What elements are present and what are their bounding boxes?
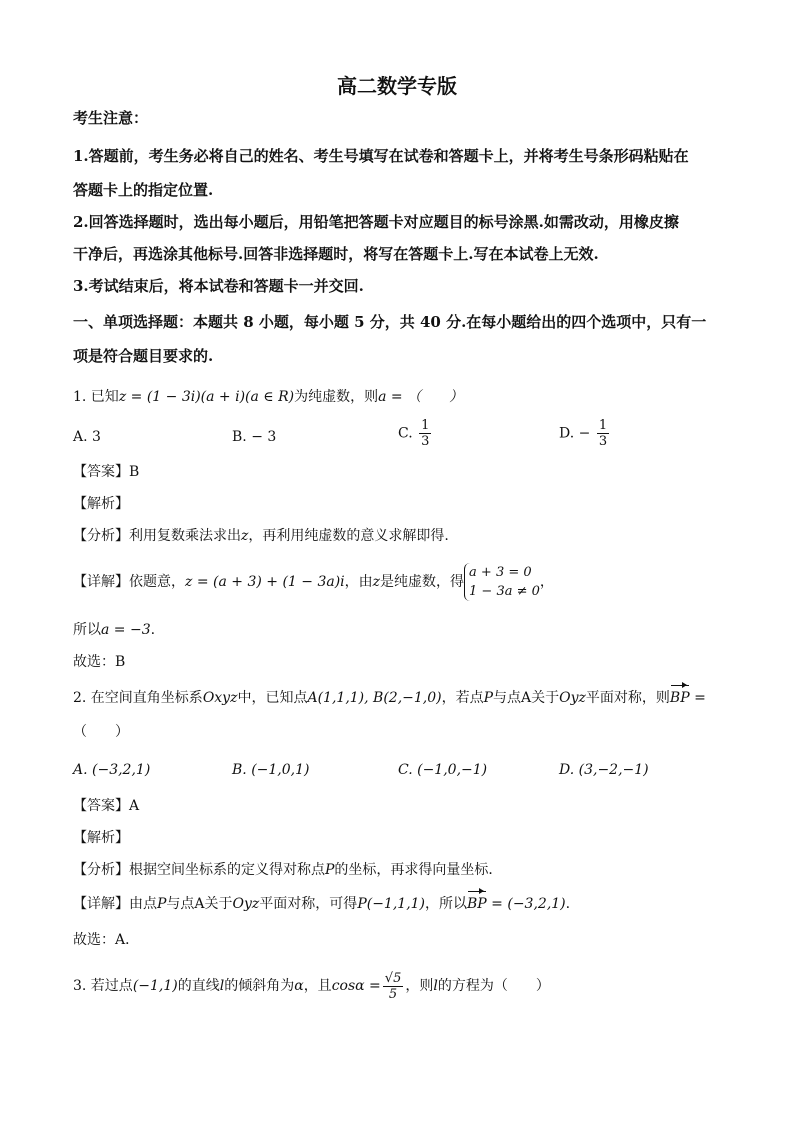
q1-xiangjie-mid2: 是纯虚数，得 bbox=[380, 574, 465, 590]
q3-line-l-2: l bbox=[433, 978, 438, 994]
q2-final-choice: 故选：A． bbox=[73, 932, 140, 948]
q2-xj-vector-bp: BP bbox=[467, 896, 487, 912]
q3-mid5: 的方程为（ ） bbox=[437, 978, 550, 994]
q3-mid: 的直线 bbox=[177, 978, 220, 994]
notice-item-1-line-2: 答题卡上的指定位置. bbox=[73, 181, 214, 199]
q1-xiangjie-prefix: 【详解】依题意， bbox=[73, 574, 185, 590]
notice-item-3: 3.考试结束后，将本试卷和答题卡一并交回. bbox=[73, 277, 364, 295]
q2-answer: 【答案】A bbox=[73, 798, 140, 814]
q1-option-c-label: C. bbox=[398, 425, 413, 442]
q1-xiangjie bbox=[73, 562, 554, 602]
q3-line-l: l bbox=[219, 978, 225, 994]
q3-point: (−1,1) bbox=[132, 978, 178, 994]
q1-option-c-fraction bbox=[419, 418, 431, 449]
q2-option-c: C. (−1,0,−1) bbox=[398, 762, 488, 778]
q2-option-b: B. (−1,0,1) bbox=[232, 762, 310, 778]
q1-fenxi-rest: ，再利用纯虚数的意义求解即得. bbox=[248, 528, 449, 544]
q1-formula: z = (1 − 3i)(a + i)(a ∈ R) bbox=[118, 389, 295, 405]
q2-xiangjie bbox=[73, 894, 570, 914]
q3-mid4: ，则 bbox=[405, 978, 434, 994]
q2-mid4: 平面对称，则 bbox=[585, 690, 670, 706]
q1-system-eq-2: 1 − 3a ≠ 0 bbox=[469, 584, 540, 599]
q2-xj-prefix: 【详解】由点 bbox=[73, 896, 157, 912]
page-title: 高二数学专版 bbox=[337, 74, 457, 98]
q1-equation-system bbox=[464, 563, 540, 601]
q1-option-d-label: D. − bbox=[559, 425, 591, 442]
q1-xiangjie-var: z bbox=[372, 574, 381, 590]
q2-analysis-header: 【解析】 bbox=[73, 830, 129, 846]
q2-xj-point-p: P bbox=[157, 896, 167, 912]
q1-system-eq-1: a + 3 = 0 bbox=[469, 565, 532, 580]
question-3-stem bbox=[73, 966, 550, 1006]
q3-mid2: 的倾斜角为 bbox=[224, 978, 295, 994]
q1-conclusion-formula: a = −3 bbox=[101, 622, 151, 638]
q2-fenxi-rest: 的坐标，再求得向量坐标． bbox=[334, 862, 503, 878]
section-1-heading-line-1: 一、单项选择题：本题共 8 小题，每小题 5 分，共 40 分.在每小题给出的四个选项中，只有一 bbox=[73, 313, 707, 331]
q1-final-choice: 故选：B bbox=[73, 654, 126, 670]
q1-fenxi bbox=[73, 526, 449, 546]
q2-equals: = bbox=[689, 690, 706, 706]
q2-option-d: D. (3,−2,−1) bbox=[559, 762, 649, 778]
fraction-denominator: 3 bbox=[421, 434, 430, 449]
q2-option-a: A. (−3,2,1) bbox=[73, 762, 151, 778]
q3-fraction bbox=[383, 971, 404, 1002]
q2-oxyz: Oxyz bbox=[202, 690, 238, 706]
q1-system-end: ， bbox=[539, 574, 554, 590]
question-2-stem-line-1 bbox=[73, 688, 706, 708]
q1-option-c bbox=[398, 418, 433, 449]
fraction-denominator: 3 bbox=[598, 434, 608, 449]
notice-header: 考生注意： bbox=[73, 109, 149, 127]
q3-prefix: 3. 若过点 bbox=[73, 978, 133, 994]
q2-points: A(1,1,1), B(2,−1,0) bbox=[307, 690, 442, 706]
q3-alpha: α bbox=[294, 978, 304, 994]
q2-xj-end: . bbox=[565, 896, 571, 912]
q2-xj-mid2: 平面对称，可得 bbox=[259, 896, 358, 912]
q2-xj-mid3: ，所以 bbox=[425, 896, 468, 912]
q3-mid3: ，且 bbox=[303, 978, 332, 994]
q2-point-p: P bbox=[483, 690, 494, 706]
question-1-stem bbox=[73, 387, 463, 407]
q2-mid: 中，已知点 bbox=[237, 690, 308, 706]
notice-item-2-line-1: 2.回答选择题时，选出每小题后，用铅笔把答题卡对应题目的标号涂黑.如需改动，用橡皮擦 bbox=[73, 213, 679, 231]
notice-item-2-line-2: 干净后，再选涂其他标号.回答非选择题时，将写在答题卡上.写在本试卷上无效. bbox=[73, 245, 599, 263]
q1-xiangjie-formula: z = (a + 3) + (1 − 3a)i bbox=[185, 574, 345, 590]
q2-xj-result: = (−3,2,1) bbox=[486, 896, 566, 912]
q1-prefix: 1. 已知 bbox=[73, 389, 119, 405]
q2-fenxi-point-p: P bbox=[325, 862, 335, 878]
q2-oyz: Oyz bbox=[559, 690, 586, 706]
q1-option-d-fraction bbox=[597, 418, 609, 449]
q1-conclusion-end: . bbox=[150, 622, 156, 638]
q2-mid3: 与点A关于 bbox=[493, 690, 560, 706]
notice-item-1-line-1: 1.答题前，考生务必将自己的姓名、考生号填写在试卷和答题卡上，并将考生号条形码粘贴在 bbox=[73, 147, 689, 165]
q1-answer: 【答案】B bbox=[73, 464, 140, 480]
q2-vector-bp: BP bbox=[669, 690, 690, 706]
q1-fenxi-text: 【分析】利用复数乘法求出 bbox=[73, 528, 241, 544]
fraction-numerator: √5 bbox=[384, 970, 402, 986]
q2-xj-mid: 与点A关于 bbox=[166, 896, 233, 912]
q2-mid2: ，若点 bbox=[441, 690, 484, 706]
fraction-denominator: 5 bbox=[388, 986, 398, 1002]
q2-fenxi-prefix: 【分析】根据空间坐标系的定义得对称点 bbox=[73, 862, 325, 878]
q2-prefix: 2. 在空间直角坐标系 bbox=[73, 690, 203, 706]
q1-conclusion-prefix: 所以 bbox=[73, 622, 101, 638]
q1-option-d bbox=[559, 418, 611, 449]
q1-suffix: 为纯虚数，则 bbox=[294, 389, 379, 405]
fraction-numerator: 1 bbox=[598, 418, 608, 433]
q2-xj-oyz: Oyz bbox=[232, 896, 260, 912]
q1-fenxi-var: z bbox=[241, 528, 249, 544]
q2-fenxi bbox=[73, 860, 502, 880]
q2-xj-point: P(−1,1,1) bbox=[357, 896, 426, 912]
q1-ask: a = （ ） bbox=[378, 389, 464, 405]
q1-option-a: A. 3 bbox=[73, 429, 101, 445]
question-2-stem-line-2: （ ） bbox=[73, 724, 129, 740]
section-1-heading-line-2: 项是符合题目要求的. bbox=[73, 347, 214, 365]
q1-analysis-header: 【解析】 bbox=[73, 496, 129, 512]
q3-cos: cosα = bbox=[331, 978, 381, 994]
fraction-numerator: 1 bbox=[421, 418, 430, 433]
q1-conclusion bbox=[73, 620, 155, 640]
q1-option-b: B. − 3 bbox=[232, 429, 277, 445]
q1-xiangjie-mid: ，由 bbox=[344, 574, 373, 590]
